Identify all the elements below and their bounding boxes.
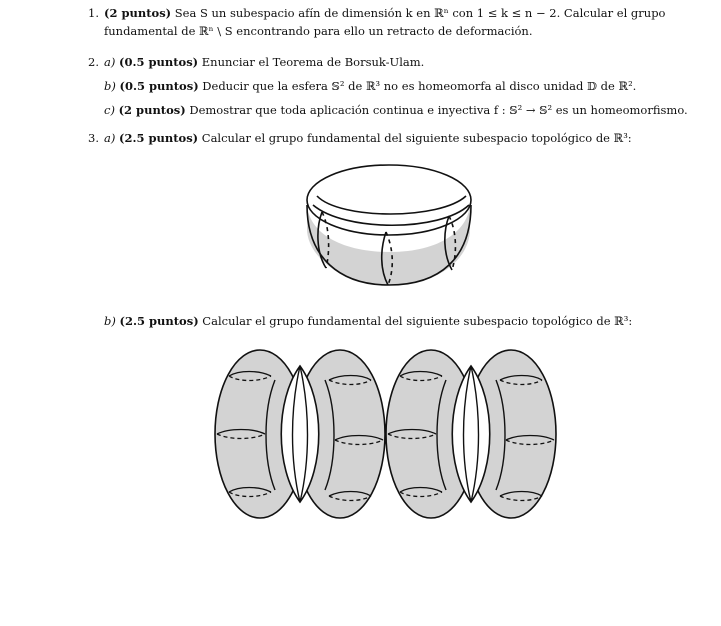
q2-number: 2. [88, 55, 99, 69]
q2c-points: (2 puntos) [118, 103, 186, 117]
q3-number: 3. [88, 131, 99, 145]
q3a-label: a) [104, 131, 116, 145]
q2c-label: c) [104, 103, 115, 117]
q2a-label: a) [104, 55, 116, 69]
q2a-points: (0.5 puntos) [119, 55, 199, 69]
q1-points: (2 puntos) [104, 6, 172, 20]
q1-text-1: Sea S un subespacio afín de dimensión k en ℝⁿ con 1 ≤ k ≤ n − 2. Calcular el grupo [174, 6, 666, 20]
q1-number: 1. [88, 6, 99, 20]
q3a-text: Calcular el grupo fundamental del siguiente subespacio topológico de ℝ³: [201, 131, 632, 145]
q1-line-2: fundamental de ℝⁿ \ S encontrando para ello un retracto de deformación. [104, 24, 533, 38]
q3b-text: Calcular el grupo fundamental del siguiente subespacio topológico de ℝ³: [202, 314, 633, 328]
q2b-label: b) [104, 79, 116, 93]
q3a-points: (2.5 puntos) [119, 131, 199, 145]
q2b-points: (0.5 puntos) [119, 79, 199, 93]
torus-pair-right [386, 350, 556, 518]
q2b-text: Deducir que la esfera 𝕊² de ℝ³ no es homeomorfa al disco unidad 𝔻 de ℝ². [202, 79, 637, 93]
torus-pair-left [215, 350, 385, 518]
q2a-text: Enunciar el Teorema de Borsuk-Ulam. [201, 55, 425, 69]
q3b-label: b) [104, 314, 116, 328]
q3b-points: (2.5 puntos) [119, 314, 199, 328]
q2c-text: Demostrar que toda aplicación continua e inyectiva f : 𝕊² → 𝕊² es un homeomorfismo. [189, 103, 688, 117]
